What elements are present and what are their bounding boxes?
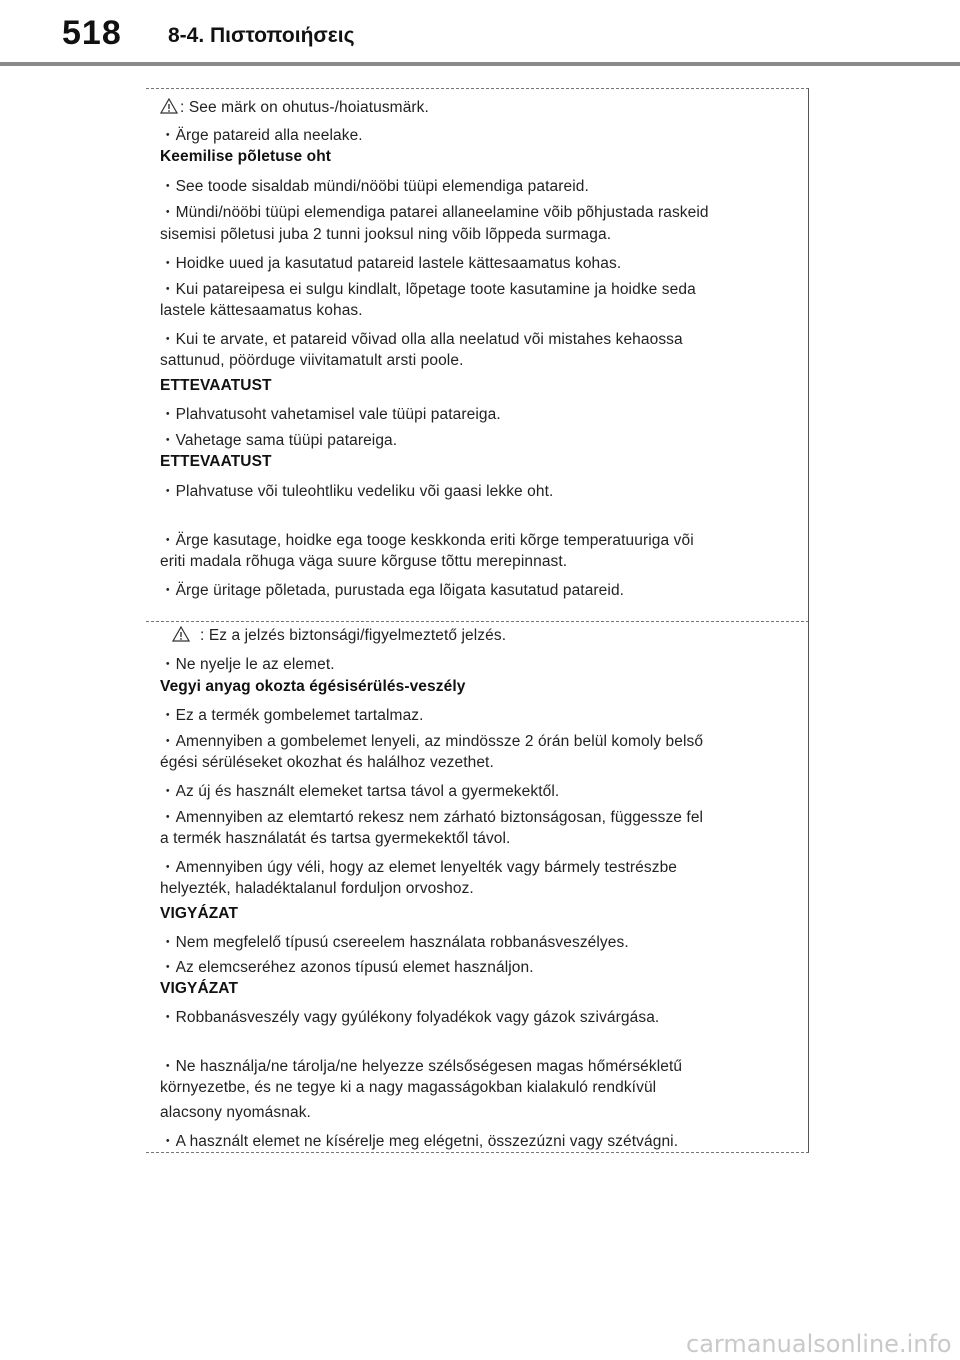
hungarian-line: helyezték, haladéktalanul forduljon orvoshoz. bbox=[160, 880, 474, 897]
hungarian-line: ・Ne nyelje le az elemet. bbox=[160, 656, 335, 673]
estonian-line: ・Plahvatusoht vahetamisel vale tüüpi patareiga. bbox=[160, 406, 501, 423]
hungarian-heading: Vegyi anyag okozta égésisérülés-veszély bbox=[160, 678, 466, 695]
estonian-line: ・Kui patareipesa ei sulgu kindlalt, lõpetage toote kasutamine ja hoidke seda bbox=[160, 281, 696, 298]
estonian-heading: ETTEVAATUST bbox=[160, 377, 272, 394]
hungarian-line: ・Nem megfelelő típusú csereelem használata robbanásveszélyes. bbox=[160, 934, 629, 951]
hungarian-line: ・Ne használja/ne tárolja/ne helyezze szélsőségesen magas hőmérsékletű bbox=[160, 1058, 683, 1075]
page-number: 518 bbox=[62, 14, 122, 52]
hungarian-line: ・Amennyiben az elemtartó rekesz nem zárható biztonságosan, függessze fel bbox=[160, 809, 704, 826]
estonian-line: sattunud, pöörduge viivitamatult arsti poole. bbox=[160, 352, 464, 369]
estonian-line: sisemisi põletusi juba 2 tunni jooksul ning võib lõppeda surmaga. bbox=[160, 226, 612, 243]
estonian-line: ・Kui te arvate, et patareid võivad olla alla neelatud või mistahes kehaossa bbox=[160, 331, 683, 348]
hungarian-line: égési sérüléseket okozhat és halálhoz vezethet. bbox=[160, 754, 494, 771]
estonian-line: ・See toode sisaldab mündi/nööbi tüüpi elemendiga patareid. bbox=[160, 178, 589, 195]
estonian-symbol-text: : See märk on ohutus-/hoiatusmärk. bbox=[180, 99, 429, 116]
estonian-line: ・Mündi/nööbi tüüpi elemendiga patarei allaneelamine võib põhjustada raskeid bbox=[160, 204, 709, 221]
estonian-line: ・Hoidke uued ja kasutatud patareid lastele kättesaamatus kohas. bbox=[160, 255, 622, 272]
estonian-line: ・Ärge kasutage, hoidke ega tooge keskkonda eriti kõrge temperatuuriga või bbox=[160, 532, 694, 549]
estonian-heading: ETTEVAATUST bbox=[160, 453, 272, 470]
hungarian-heading: VIGYÁZAT bbox=[160, 905, 239, 922]
hungarian-line: ・Ez a termék gombelemet tartalmaz. bbox=[160, 707, 424, 724]
warning-triangle-icon bbox=[160, 98, 178, 114]
hungarian-symbol-note bbox=[172, 626, 506, 645]
estonian-symbol-note bbox=[160, 98, 429, 117]
warning-triangle-icon bbox=[172, 626, 190, 642]
estonian-line: ・Ärge patareid alla neelake. bbox=[160, 127, 363, 144]
estonian-heading: Keemilise põletuse oht bbox=[160, 148, 332, 165]
estonian-line: ・Vahetage sama tüüpi patareiga. bbox=[160, 432, 398, 449]
hungarian-line: ・Az új és használt elemeket tartsa távol a gyermekektől. bbox=[160, 783, 560, 800]
hungarian-line: ・Amennyiben a gombelemet lenyeli, az mindössze 2 órán belül komoly belső bbox=[160, 733, 704, 750]
hungarian-heading: VIGYÁZAT bbox=[160, 980, 239, 997]
hungarian-line: ・Az elemcseréhez azonos típusú elemet használjon. bbox=[160, 959, 534, 976]
estonian-line: ・Plahvatuse või tuleohtliku vedeliku või gaasi lekke oht. bbox=[160, 483, 554, 500]
estonian-line: ・Ärge üritage põletada, purustada ega lõigata kasutatud patareid. bbox=[160, 582, 625, 599]
hungarian-line: ・A használt elemet ne kísérelje meg elégetni, összezúzni vagy szétvágni. bbox=[160, 1133, 679, 1150]
watermark[interactable]: carmanualsonline.info bbox=[686, 1330, 952, 1358]
estonian-line: eriti madala rõhuga väga suure kõrguse tõttu merepinnast. bbox=[160, 553, 568, 570]
hungarian-symbol-text: : Ez a jelzés biztonsági/figyelmeztető jelzés. bbox=[200, 627, 507, 644]
estonian-line: lastele kättesaamatus kohas. bbox=[160, 302, 363, 319]
section-title: 8-4. Πιστοποιήσεις bbox=[168, 24, 355, 47]
hungarian-line: alacsony nyomásnak. bbox=[160, 1104, 311, 1121]
hungarian-line: a termék használatát és tartsa gyermekektől távol. bbox=[160, 830, 511, 847]
hungarian-line: ・Robbanásveszély vagy gyúlékony folyadékok vagy gázok szivárgása. bbox=[160, 1009, 660, 1026]
header-rule bbox=[0, 62, 960, 66]
hungarian-line: környezetbe, és ne tegye ki a nagy magasságokban kialakuló rendkívül bbox=[160, 1079, 657, 1096]
page-header bbox=[0, 0, 960, 66]
hungarian-line: ・Amennyiben úgy véli, hogy az elemet lenyelték vagy bármely testrészbe bbox=[160, 859, 678, 876]
